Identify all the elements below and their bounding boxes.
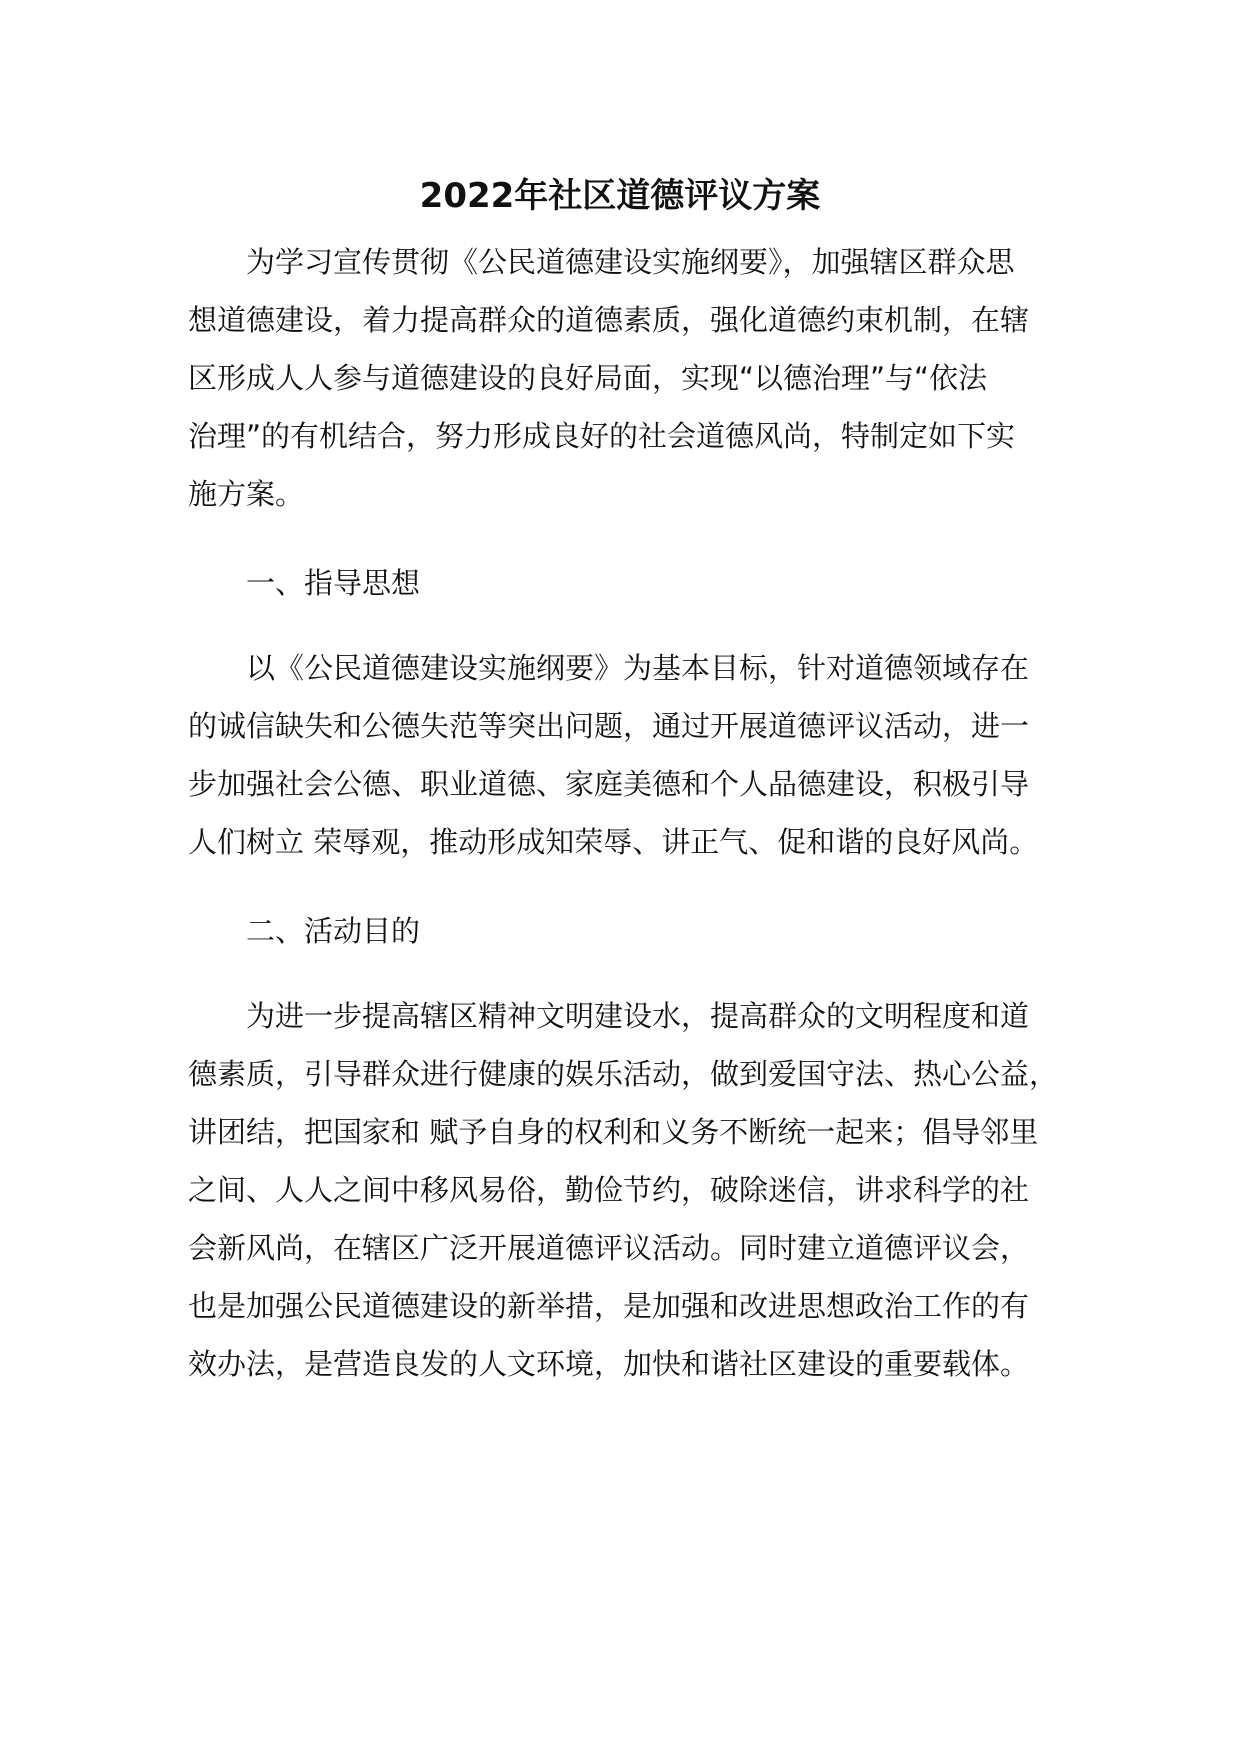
paragraph-line: 区形成人人参与道德建设的良好局面，实现“以德治理”与“依法	[188, 361, 988, 395]
section-heading: 一、指导思想	[246, 566, 421, 600]
paragraph-line: 步加强社会公德、职业道德、家庭美德和个人品德建设，积极引导	[188, 767, 1030, 801]
paragraph-line: 讲团结，把国家和 赋予自身的权利和义务不断统一起来；倡导邻里	[188, 1115, 1039, 1149]
paragraph-line: 效办法，是营造良发的人文环境，加快和谐社区建设的重要载体。	[188, 1347, 1030, 1381]
paragraph-line: 为学习宣传贯彻《公民道德建设实施纲要》，加强辖区群众思	[246, 245, 1015, 279]
document-title: 2022年社区道德评议方案	[419, 176, 821, 216]
section-heading: 二、活动目的	[246, 914, 421, 948]
paragraph-line: 的诚信缺失和公德失范等突出问题，通过开展道德评议活动，进一	[188, 709, 1030, 743]
paragraph-line: 德素质，引导群众进行健康的娱乐活动，做到爱国守法、热心公益，	[188, 1057, 1059, 1091]
paragraph-line: 以《公民道德建设实施纲要》为基本目标，针对道德领域存在	[246, 651, 1030, 685]
paragraph-line: 想道德建设，着力提高群众的道德素质，强化道德约束机制，在辖	[188, 303, 1030, 337]
paragraph-line: 会新风尚，在辖区广泛开展道德评议活动。同时建立道德评议会，	[188, 1231, 1030, 1265]
paragraph-line: 之间、人人之间中移风易俗，勤俭节约，破除迷信，讲求科学的社	[188, 1173, 1030, 1207]
paragraph-line: 人们树立 荣辱观，推动形成知荣辱、讲正气、促和谐的良好风尚。	[188, 825, 1039, 859]
paragraph-line: 也是加强公民道德建设的新举措，是加强和改进思想政治工作的有	[188, 1289, 1030, 1323]
paragraph-line: 施方案。	[188, 477, 305, 511]
paragraph-line: 治理”的有机结合，努力形成良好的社会道德风尚，特制定如下实	[188, 419, 1016, 453]
paragraph-line: 为进一步提高辖区精神文明建设水，提高群众的文明程度和道	[246, 999, 1030, 1033]
